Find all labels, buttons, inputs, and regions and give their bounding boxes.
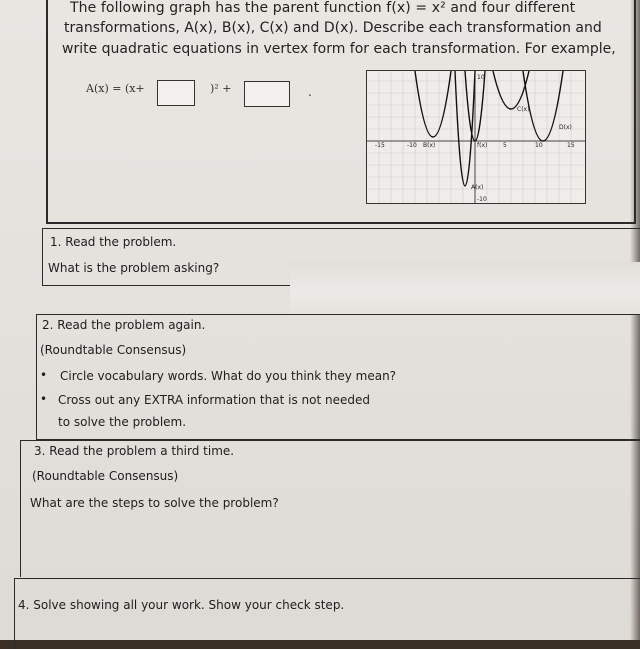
step-2-bullet-1: Circle vocabulary words. What do you think they mean?	[60, 369, 397, 383]
example-formula-end: .	[308, 85, 312, 99]
transformations-graph	[366, 70, 586, 204]
label-c: C(x)	[517, 106, 530, 113]
answer-blank-h[interactable]	[157, 80, 195, 106]
bullet-2: •	[40, 392, 48, 406]
label-a: A(x)	[471, 184, 484, 191]
tick-x-mid-right: 5	[503, 142, 507, 149]
step-3-title: 3. Read the problem a third time.	[34, 444, 235, 458]
tick-y-top: 10	[477, 74, 485, 81]
label-b: B(x)	[423, 142, 436, 149]
tick-x-far-right: 15	[567, 142, 575, 149]
example-formula-prefix: A(x) = (x+	[86, 82, 145, 95]
graph-svg	[367, 71, 585, 203]
step-2-title: 2. Read the problem again.	[42, 318, 206, 332]
tick-y-bottom: -10	[477, 196, 487, 203]
step-4-box	[14, 578, 640, 649]
example-formula-middle: )² +	[210, 82, 232, 95]
step-2-subtitle: (Roundtable Consensus)	[40, 343, 187, 357]
step-1-title: 1. Read the problem.	[50, 235, 177, 249]
step-3-subtitle: (Roundtable Consensus)	[32, 469, 179, 483]
tick-x-right: 10	[535, 142, 543, 149]
step-3-question: What are the steps to solve the problem?	[30, 496, 279, 510]
problem-line-2: transformations, A(x), B(x), C(x) and D(x). Describe each transformation and	[64, 20, 602, 36]
answer-blank-k[interactable]	[244, 81, 290, 107]
problem-line-3: write quadratic equations in vertex form for each transformation. For example,	[62, 41, 616, 57]
step-2-bullet-2: Cross out any EXTRA information that is not needed	[58, 393, 370, 407]
problem-line-1: The following graph has the parent function f(x) = x² and four different	[70, 0, 576, 16]
label-f: f(x)	[477, 142, 488, 149]
curve-a	[455, 71, 475, 186]
paper-fold	[290, 262, 640, 314]
tick-x-mid-left: -10	[407, 142, 417, 149]
step-1-question: What is the problem asking?	[48, 261, 220, 275]
label-d: D(x)	[559, 124, 572, 131]
bullet-1: •	[40, 368, 48, 382]
step-2-bullet-2-cont: to solve the problem.	[58, 415, 187, 429]
step-4-title: 4. Solve showing all your work. Show your check step.	[18, 598, 345, 612]
tick-x-left: -15	[375, 142, 385, 149]
